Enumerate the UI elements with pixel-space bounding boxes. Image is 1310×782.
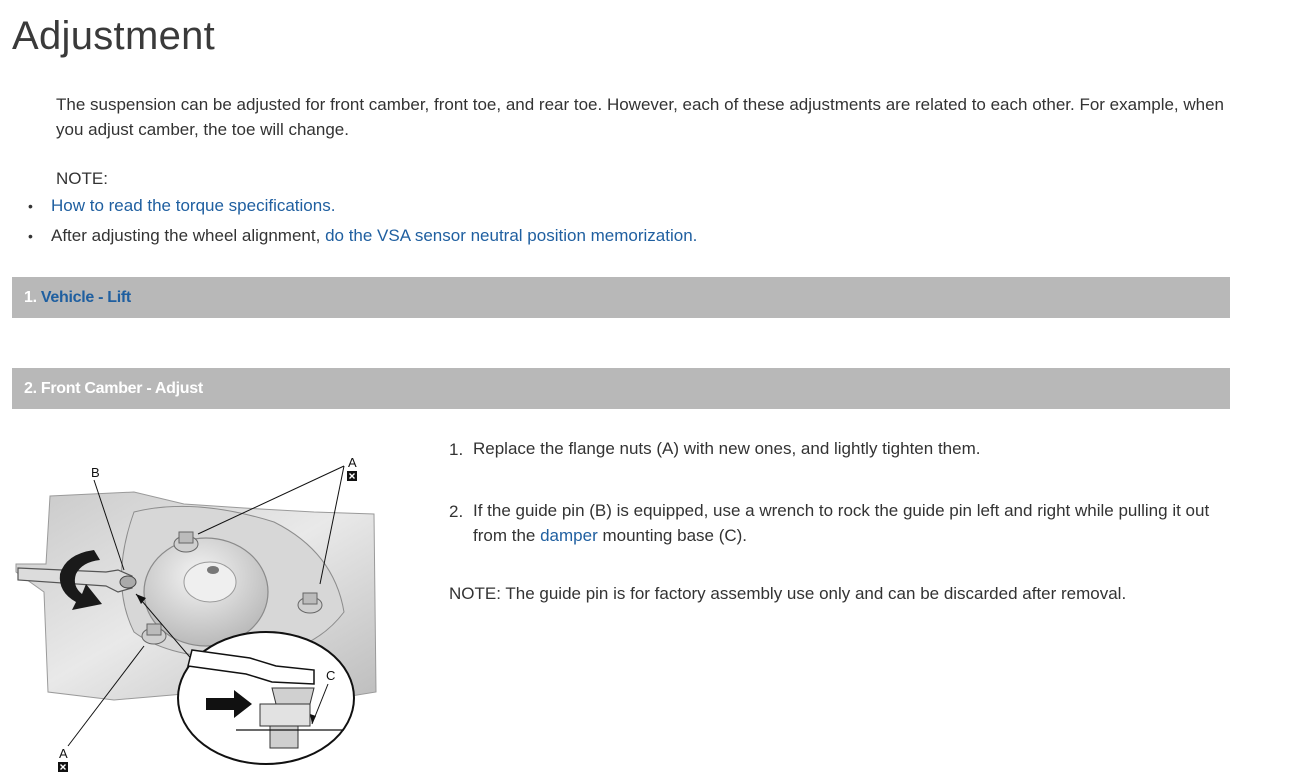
- label-a-top: A: [348, 455, 357, 470]
- intro-paragraph: The suspension can be adjusted for front camber, front toe, and rear toe. However, each of these adjustments are related to each other. For example, when you adjust camber, the toe will change.: [56, 95, 1225, 139]
- damper-link[interactable]: damper: [540, 526, 598, 545]
- bullet: •: [28, 198, 33, 214]
- step-number: 1.: [449, 440, 464, 459]
- step-text: Replace the flange nuts (A) with new ones, and lightly tighten them.: [473, 439, 981, 458]
- section-header-vehicle-lift: [12, 277, 1230, 318]
- front-camber-figure: [14, 452, 384, 778]
- bullet: •: [28, 228, 33, 244]
- step-item: [449, 498, 1219, 548]
- note-text: After adjusting the wheel alignment,: [51, 226, 326, 245]
- step-note: NOTE: The guide pin is for factory assembly use only and can be discarded after removal.: [449, 584, 1127, 603]
- step-item: [449, 436, 1219, 461]
- detail-callout: [178, 632, 354, 764]
- section-number: 1.: [24, 289, 37, 306]
- section-header-front-camber: [12, 368, 1230, 409]
- torque-spec-link[interactable]: How to read the torque specifications.: [51, 196, 336, 215]
- vehicle-lift-link[interactable]: Vehicle - Lift: [40, 289, 131, 306]
- step-list: [449, 436, 1219, 548]
- label-b: B: [91, 465, 100, 480]
- page-title: Adjustment: [12, 14, 216, 58]
- step-text: If the guide pin (B) is equipped, use a wrench to rock the guide pin left and right while pulling it out from the: [473, 501, 1210, 545]
- label-c: C: [326, 668, 336, 683]
- list-item: [28, 223, 697, 253]
- note-list: [28, 193, 697, 253]
- step-text: mounting base (C).: [597, 526, 748, 545]
- section-number: 2.: [24, 380, 37, 397]
- vsa-memorization-link[interactable]: do the VSA sensor neutral position memorization.: [325, 226, 698, 245]
- list-item: [28, 193, 697, 223]
- note-label: NOTE:: [56, 169, 108, 188]
- step-number: 2.: [449, 502, 464, 521]
- label-a-bottom: A: [59, 746, 68, 761]
- section-title: Front Camber - Adjust: [40, 380, 203, 397]
